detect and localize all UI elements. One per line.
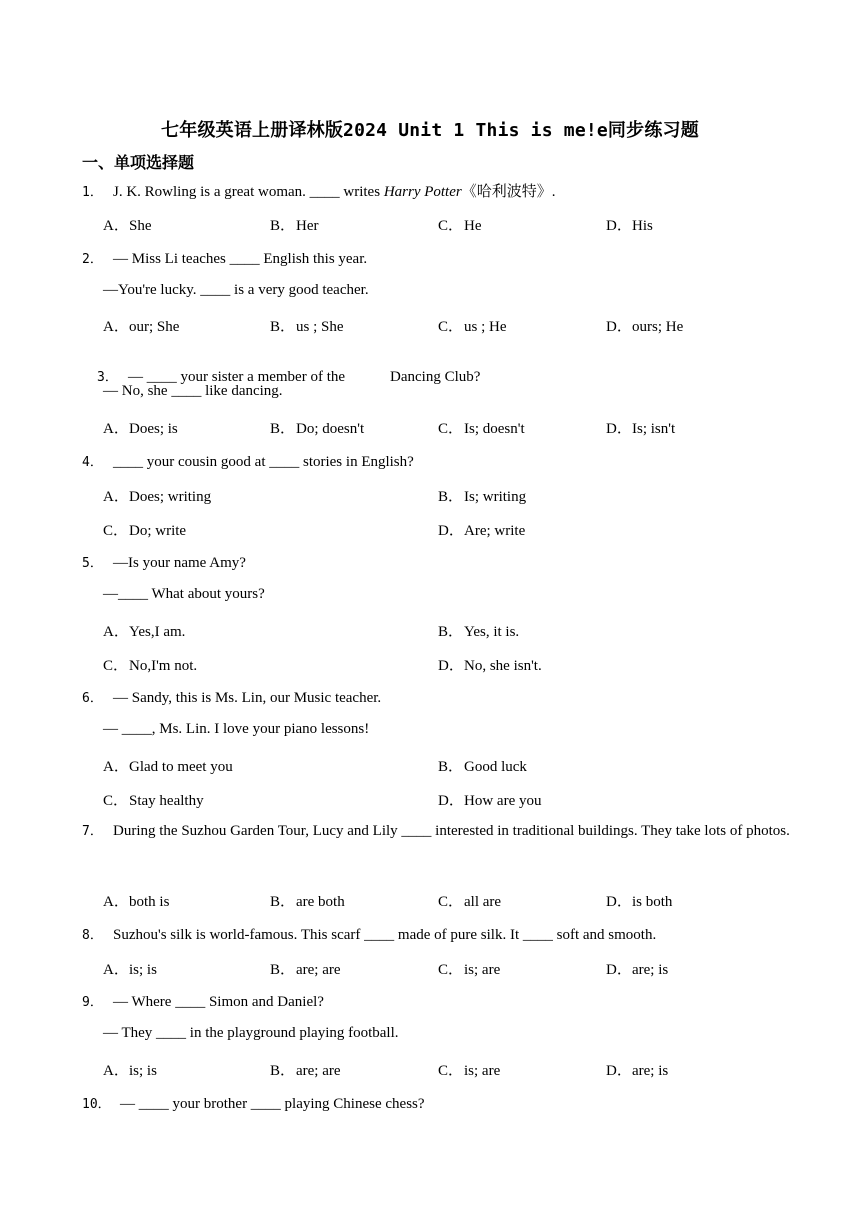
question-line: — No, she ____ like dancing. [103, 383, 283, 399]
question-number: 10． [82, 1097, 111, 1112]
question-line: —____ What about yours? [103, 586, 265, 602]
option-b[interactable]: B．are; are [270, 962, 341, 978]
section-heading: 一、单项选择题 [82, 153, 195, 172]
option-c[interactable]: C．No,I'm not. [103, 658, 198, 674]
question-line: — They ____ in the playground playing football. [103, 1025, 399, 1041]
option-c[interactable]: C．is; are [438, 962, 501, 978]
option-b[interactable]: B．us ; She [270, 319, 344, 335]
question-line: Suzhou's silk is world-famous. This scarf ____ made of pure silk. It ____ soft and smooth. [113, 927, 657, 943]
book-title: Harry Potter [383, 184, 462, 200]
question-10 [82, 1093, 425, 1113]
option-d[interactable]: D．Is; isn't [606, 421, 676, 437]
question-6 [82, 687, 381, 707]
question-line: — ____ your sister a member of the Dancing Club? [128, 369, 481, 385]
question-8 [82, 924, 656, 944]
option-a[interactable]: A．our; She [103, 319, 180, 335]
option-d[interactable]: D．His [606, 218, 653, 234]
option-b[interactable]: B．Yes, it is. [438, 624, 520, 640]
question-number: 4． [82, 455, 103, 470]
question-stem: J. K. Rowling is a great woman. ____ writes [113, 184, 384, 200]
question-number: 5． [82, 556, 103, 571]
question-line: — ____ your brother ____ playing Chinese chess? [120, 1096, 425, 1112]
question-1 [82, 180, 556, 201]
option-c[interactable]: C．Stay healthy [103, 793, 204, 809]
question-number: 8． [82, 928, 103, 943]
question-number: 9． [82, 995, 103, 1010]
question-number: 1． [82, 185, 103, 200]
option-c[interactable]: C．us ; He [438, 319, 507, 335]
option-c[interactable]: C．Do; write [103, 523, 187, 539]
option-c[interactable]: C．is; are [438, 1063, 501, 1079]
option-d[interactable]: D．is both [606, 894, 673, 910]
option-d[interactable]: D．are; is [606, 1063, 669, 1079]
option-b[interactable]: B．are both [270, 894, 345, 910]
question-line: ____ your cousin good at ____ stories in English? [113, 454, 414, 470]
option-b[interactable]: B．are; are [270, 1063, 341, 1079]
question-2 [82, 248, 367, 268]
option-b[interactable]: B．Good luck [438, 759, 527, 775]
option-c[interactable]: C．all are [438, 894, 502, 910]
question-line: —Is your name Amy? [113, 555, 246, 571]
option-a[interactable]: A．She [103, 218, 152, 234]
question-line: — Where ____ Simon and Daniel? [113, 994, 324, 1010]
question-line: — Miss Li teaches ____ English this year. [113, 251, 368, 267]
question-line: —You're lucky. ____ is a very good teacher. [103, 282, 369, 298]
question-7 [82, 814, 792, 849]
question-line: — ____, Ms. Lin. I love your piano lessons! [103, 721, 370, 737]
option-c[interactable]: C．He [438, 218, 482, 234]
option-d[interactable]: D．are; is [606, 962, 669, 978]
option-b[interactable]: B．Her [270, 218, 319, 234]
option-b[interactable]: B．Do; doesn't [270, 421, 365, 437]
page-title: 七年级英语上册译林版2024 Unit 1 This is me!e同步练习题 [161, 120, 699, 141]
option-d[interactable]: D．Are; write [438, 523, 526, 539]
question-number: 6． [82, 691, 103, 706]
option-a[interactable]: A．is; is [103, 962, 157, 978]
question-number: 7． [82, 824, 103, 839]
question-number: 2． [82, 252, 103, 267]
option-a[interactable]: A．both is [103, 894, 170, 910]
option-a[interactable]: A．Glad to meet you [103, 759, 233, 775]
option-d[interactable]: D．How are you [438, 793, 542, 809]
option-a[interactable]: A．Does; writing [103, 489, 212, 505]
question-line: During the Suzhou Garden Tour, Lucy and Lily ____ interested in traditional buildings. They take lots of photos. [113, 823, 790, 839]
option-d[interactable]: D．ours; He [606, 319, 684, 335]
question-number: 3． [97, 370, 118, 385]
option-d[interactable]: D．No, she isn't. [438, 658, 542, 674]
option-a[interactable]: A．Yes,I am. [103, 624, 186, 640]
question-line: — Sandy, this is Ms. Lin, our Music teacher. [113, 690, 382, 706]
question-4 [82, 451, 414, 471]
question-9 [82, 991, 324, 1011]
option-a[interactable]: A．is; is [103, 1063, 157, 1079]
option-b[interactable]: B．Is; writing [438, 489, 527, 505]
question-stem-end: 《哈利波特》. [461, 184, 556, 200]
question-5 [82, 552, 246, 572]
option-c[interactable]: C．Is; doesn't [438, 421, 525, 437]
option-a[interactable]: A．Does; is [103, 421, 178, 437]
